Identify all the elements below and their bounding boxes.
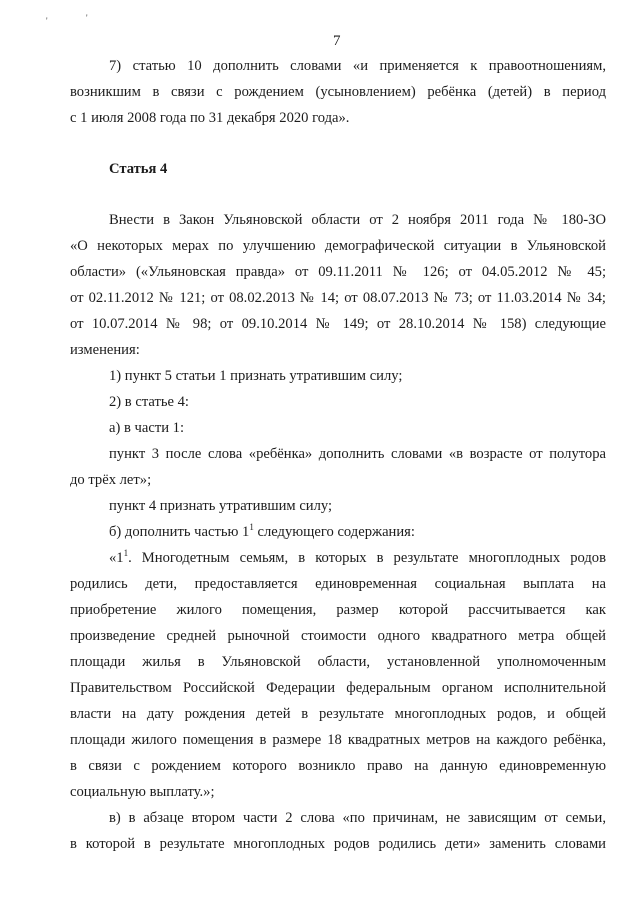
sub-point-b-text: б) дополнить частью 1 xyxy=(109,524,250,540)
sub-point-b xyxy=(109,523,415,541)
quote-line-7: власти на дату рождения детей в результате многоплодных родов, и общей xyxy=(70,706,606,722)
intro-line-5: от 10.07.2014 № 98; от 09.10.2014 № 149; от 28.10.2014 № 158) следующие xyxy=(70,316,606,332)
scan-mark: ' xyxy=(86,13,88,23)
sub-point-v-line-2: в которой в результате многоплодных родов родились дети» заменить словами xyxy=(70,836,606,852)
article-heading: Статья 4 xyxy=(109,161,168,177)
scan-mark: ' xyxy=(46,16,48,26)
intro-line-3: области» («Ульяновская правда» от 09.11.2011 № 126; от 04.05.2012 № 45; xyxy=(70,264,606,280)
quote-line-3: приобретение жилого помещения, размер которой рассчитывается как xyxy=(70,602,606,618)
item7-line-1: 7) статью 10 дополнить словами «и применяется к правоотношениям, xyxy=(109,58,606,74)
intro-line-1: Внести в Закон Ульяновской области от 2 ноября 2011 года № 180-ЗО xyxy=(109,212,606,228)
sub-point-v-line-1: в) в абзаце втором части 2 слова «по причинам, не зависящим от семьи, xyxy=(109,810,606,826)
intro-line-2: «О некоторых мерах по улучшению демографической ситуации в Ульяновской xyxy=(70,238,606,254)
quote-line-10: социальную выплату.»; xyxy=(70,784,215,800)
intro-line-6: изменения: xyxy=(70,342,140,358)
superscript: 1 xyxy=(249,522,254,532)
paragraph-3-line-2: до трёх лет»; xyxy=(70,472,152,488)
sub-point-b-text-end: следующего содержания: xyxy=(253,524,415,540)
quote-line-2: родились дети, предоставляется единовременная социальная выплата на xyxy=(70,576,606,592)
superscript: 1 xyxy=(123,548,129,558)
item7-line-3: с 1 июля 2008 года по 31 декабря 2020 года». xyxy=(70,110,350,126)
intro-line-4: от 02.11.2012 № 121; от 08.02.2013 № 14; от 08.07.2013 № 73; от 11.03.2014 № 34; xyxy=(70,290,606,306)
quote-line-4: произведение средней рыночной стоимости одного квадратного метра общей xyxy=(70,628,606,644)
page-number: 7 xyxy=(333,33,341,49)
point-2: 2) в статье 4: xyxy=(109,394,189,410)
quote-lead: «1 xyxy=(109,550,124,566)
sub-point-a: а) в части 1: xyxy=(109,420,185,436)
quote-line-9: в связи с рождением которого возникло право на данную единовременную xyxy=(70,758,606,774)
point-1: 1) пункт 5 статьи 1 признать утратившим силу; xyxy=(109,368,403,384)
paragraph-3-line-1: пункт 3 после слова «ребёнка» дополнить словами «в возрасте от полутора xyxy=(109,446,606,462)
paragraph-4: пункт 4 признать утратившим силу; xyxy=(109,498,333,514)
quote-line-8: площади жилого помещения в размере 18 квадратных метров на каждого ребёнка, xyxy=(70,732,606,748)
quote-line-5: площади жилья в Ульяновской области, установленной уполномоченным xyxy=(70,654,606,670)
quote-line-6: Правительством Российской Федерации федеральным органом исполнительной xyxy=(70,680,606,696)
item7-line-2: возникшим в связи с рождением (усыновлением) ребёнка (детей) в период xyxy=(70,84,606,100)
quote-lead-text: . Многодетным семьям, в которых в результате многоплодных родов xyxy=(128,550,606,566)
quote-line-1 xyxy=(109,549,606,567)
